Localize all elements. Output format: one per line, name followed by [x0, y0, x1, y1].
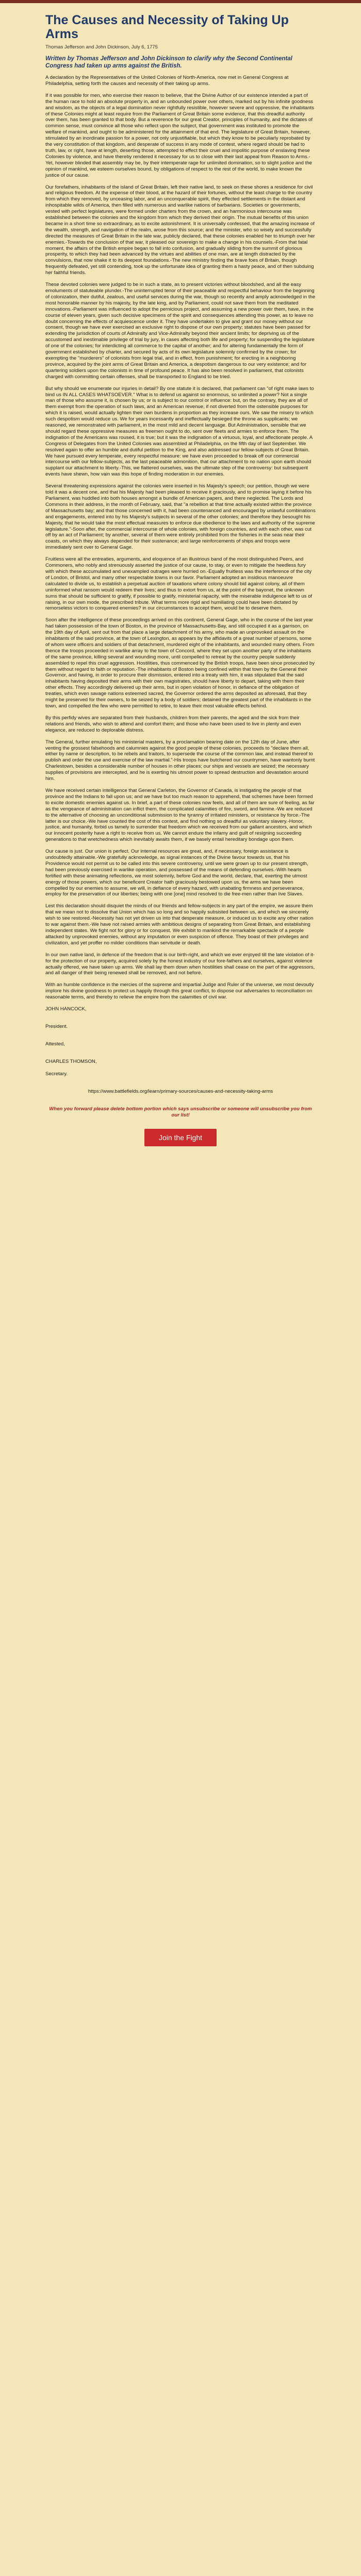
paragraph: Several threatening expressions against the colonies were inserted in his Majesty's speech; our petition, though we were told it was a decent one, and that his Majesty had been pleased to receive it graciously, and to promise laying it before his Parliament, was huddled into both houses amongst a bundle of American papers, and there neglected. The Lords and Commons in their address, in the month of February, said, that "a rebellion at that time actually existed within the province of Massachusetts bay; and that those concerned with it, had been countenanced and encouraged by unlawful combinations and engagements, entered into by his Majesty's subjects in several of the other colonies; and therefore they besought his Majesty, that he would take the most effectual measures to enforce due obedience to the laws and authority of the supreme legislature."-Soon after, the commercial intercourse of whole colonies, with foreign countries, and with each other, was cut off by an act of Parliament; by another, several of them were entirely prohibited from the fisheries in the seas near their coasts, on which they always depended for their sustenance; and large reinforcements of ships and troops were immediately sent over to General Gage. — [45, 483, 316, 551]
signature-role: President. — [45, 1024, 68, 1030]
signature-attest: Attested, — [45, 1041, 65, 1047]
paragraph: Our cause is just. Our union is perfect. Our internal resources are great, and, if necessary, foreign assistance is undoubtedly attainable.-We gratefully acknowledge, as signal instances of the Divine favour towards us, that his Providence would not permit us to be called into this severe controversy, until we were grown up to our present strength, had been previously exercised in warlike operation, and possessed of the means of defending ourselves.-With hearts fortified with these animating reflections, we most solemnly, before God and the world, declare, that, exerting the utmost energy of those powers, which our beneficent Creator hath graciously bestowed upon us, the arms we have been compelled by our enemies to assume, we will, in defiance of every hazard, with unabating firmness and perseverance, employ for the preservation of our liberties; being with one [one] mind resolved to die free-men rather than live Slaves. — [45, 849, 308, 897]
cta-wrapper — [45, 1129, 316, 1146]
secretary-role: Secretary. — [45, 1071, 68, 1077]
paragraph: We have received certain intelligence that General Carleton, the Governor of Canada, is instigating the people of that province and the Indians to fall upon us; and we have but too much reason to apprehend, that schemes have been formed to excite domestic enemies against us. In brief, a part of these colonies now feels, and all of them are sure of feeling, as far as the vengeance of administration can inflict them, the complicated calamities of fire, sword, and famine.-We are reduced to the alternative of choosing an unconditional submission to the tyranny of irritated ministers, or resistance by force.-The latter is our choice.-We have counted the cost of this contest, and find nothing so dreadful as voluntary slavery.-Honor, justice, and humanity, forbid us tamely to surrender that freedom which we received from our gallant ancestors, and which our innocent posterity have a right to receive from us. We cannot endure the infamy and guilt of resigning succeeding generations to that wretchedness which inevitably awaits them, if we basely entail hereditary bondage upon them. — [45, 787, 315, 843]
paragraph: If it was possible for men, who exercise their reason to believe, that the Divine Author of our existence intended a part of the human race to hold an absolute property in, and an unbounded power over others, marked out by his infinite goodness and wisdom, as the objects of a legal domination never rightfully resistible, however severe and oppressive, the inhabitants of these Colonies might at least require from the Parliament of Great Britain some evidence, that this dreadful authority over them, has been granted to that body. But a reverence for our great Creator, principles of humanity, and the dictates of common sense, must convince all those who reflect upon the subject, that government was instituted to promote the welfare of mankind, and ought to be administered for the attainment of that end. The legislature of Great Britain, however, stimulated by an inordinate passion for a power, not only unjustifiable, but which they know to be peculiarly reprobated by the very constitution of that kingdom, and desperate of success in any mode of contest, where regard should be had to truth, law, or right, have at length, deserting those, attempted to effect their cruel and impolitic purpose of enslaving these Colonies by violence, and have thereby rendered it necessary for us to close with their last appeal from Reason to Arms.-Yet, however blinded that assembly may be, by their intemperate rage for unlimited domination, so to slight justice and the opinion of mankind, we esteem ourselves bound, by obligations of respect to the rest of the world, to make known the justice of our cause. — [45, 92, 315, 178]
paragraph: A declaration by the Representatives of the United Colonies of North-America, now met in General Congress at Philadelphia, setting forth the causes and necessity of their taking up arms. — [45, 75, 289, 87]
paragraph: Soon after the intelligence of these proceedings arrived on this continent, General Gage, who in the course of the last year had taken possession of the town of Boston, in the province of Massachusetts-Bay, and still occupied it as a garrison, on the 19th day of April, sent out from that place a large detachment of his army, who made an unprovoked assault on the inhabitants of the said province, at the town of Lexington, as appears by the affidavits of a great number of persons, some of whom were officers and soldiers of that detachment, murdered eight of the inhabitants, and wounded many others. From thence the troops proceeded in warlike array to the town of Concord, where they set upon another party of the inhabitants of the same province, killing several and wounding more, until compelled to retreat by the country people suddenly assembled to repel this cruel aggression. Hostilities, thus commenced by the British troops, have been since prosecuted by them without regard to faith or reputation.-The inhabitants of Boston being confined within that town by the General their Governor, and having, in order to procure their dismission, entered into a treaty with him, it was stipulated that the said inhabitants having deposited their arms with their own magistrates, should have liberty to depart, taking with them their other effects. They accordingly delivered up their arms, but in open violation of honor, in defiance of the obligation of treaties, which even savage nations esteemed sacred, the Governor ordered the arms deposited as aforesaid, that they might be preserved for their owners, to be seized by a body of soldiers; detained the greatest part of the inhabitants in the town, and compelled the few who were permitted to retire, to leave their most valuable effects behind. — [45, 617, 315, 709]
article-title: The Causes and Necessity of Taking Up Arms — [45, 13, 289, 41]
paragraph: But why should we enumerate our injuries in detail? By one statute it is declared, that parliament can "of right make laws to bind us IN ALL CASES WHATSOEVER." What is to defend us against so enormous, so unlimited a power? Not a single man of those who assume it, is chosen by us; or is subject to our control or influence: but, on the contrary, they are all of them exempt from the operation of such laws, and an American revenue, if not diverted from the ostensible purposes for which it is raised, would actually lighten their own burdens in proportion as they increase ours. We saw the misery to which such despotism would reduce us. We for years incessantly and ineffectually besieged the throne as supplicants; we reasoned, we remonstrated with parliament, in the most mild and decent language. But Administration, sensible that we should regard these oppressive measures as freemen ought to do, sent over fleets and armies to enforce them. The indignation of the Americans was roused, it is true; but it was the indignation of a virtuous, loyal, and affectionate people. A Congress of Delegates from the United Colonies was assembled at Philadelphia, on the fifth day of last September. We resolved again to offer an humble and dutiful petition to the King, and also addressed our fellow-subjects of Great Britain. We have pursued every temperate, every respectful measure: we have even proceeded to break off our commercial intercourse with our fellow-subjects, as the last peaceable admonition, that our attachment to no nation upon earth should supplant our attachment to liberty.-This, we flattered ourselves, was the ultimate step of the controversy: but subsequent events have shewn, how vain was this hope of finding moderation in our enemies. — [45, 385, 314, 478]
article-byline: Thomas Jefferson and John Dickinson, July 6, 1775 — [45, 44, 158, 50]
forwarding-notice: When you forward please delete bottom portion which says unsubscribe or someone will unsubscribe you from our list! — [49, 1106, 312, 1118]
paragraph: The General, further emulating his ministerial masters, by a proclamation bearing date on the 12th day of June, after venting the grossest falsehoods and calumnies against the good people of these colonies, proceeds to "declare them all, either by name or description, to be rebels and traitors, to supersede the course of the common law, and instead thereof to publish and order the use and exercise of the law martial."-His troops have butchered our countrymen, have wantonly burnt Charlestown, besides a considerable number of houses in other places; our ships and vessels are seized; the necessary supplies of provisions are intercepted, and he is exerting his utmost power to spread destruction and devastation around him. — [45, 739, 315, 782]
paragraph: Our forefathers, inhabitants of the island of Great Britain, left their native land, to seek on these shores a residence for civil and religious freedom. At the expense of their blood, at the hazard of their fortunes, without the least charge to the country from which they removed, by unceasing labor, and an unconquerable spirit, they effected settlements in the distant and inhospitable wilds of America, then filled with numerous and warlike nations of barbarians. Societies or governments, vested with perfect legislatures, were formed under charters from the crown, and an harmonious intercourse was established between the colonies and the kingdom from which they derived their origin. The mutual benefits of this union became in a short time so extraordinary, as to excite astonishment. It is universally confessed, that the amazing increase of the wealth, strength, and navigation of the realm, arose from this source; and the minister, who so wisely and successfully directed the measures of Great Britain in the late war, publicly declared, that these colonies enabled her to triumph over her enemies.-Towards the conclusion of that war, it pleased our sovereign to make a change in his counsels.-From that fatal moment, the affairs of the British empire began to fall into confusion, and gradually sliding from the summit of glorious prosperity, to which they had been advanced by the virtues and abilities of one man, are at length distracted by the convulsions, that now shake it to its deepest foundations.-The new ministry finding the brave foes of Britain, though frequently defeated, yet still contending, took up the unfortunate idea of granting them a hasty peace, and of then subduing her faithful friends. — [45, 184, 315, 276]
paragraph: These devoted colonies were judged to be in such a state, as to present victories without bloodshed, and all the easy emoluments of statuteable plunder.-The uninterrupted tenor of their peaceable and respectful behaviour from the beginning of colonization, their dutiful, zealous, and useful services during the war, though so recently and amply acknowledged in the most honorable manner by his majesty, by the late king, and by Parliament, could not save them from the meditated innovations.-Parliament was influenced to adopt the pernicious project, and assuming a new power over them, have, in the course of eleven years, given such decisive specimens of the spirit and consequences attending this power, as to leave no doubt concerning the effects of acquiescence under it. They have undertaken to give and grant our money without our consent, though we have ever exercised an exclusive right to dispose of our own property; statutes have been passed for extending the jurisdiction of courts of Admiralty and Vice-Admiralty beyond their ancient limits; for depriving us of the accustomed and inestimable privilege of trial by jury, in cases affecting both life and property; for suspending the legislature of one of the colonies; for interdicting all commerce to the capital of another; and for altering fundamentally the form of government established by charter, and secured by acts of its own legislature solemnly confirmed by the crown; for exempting the "murderers" of colonists from legal trial, and in effect, from punishment; for erecting in a neighboring province, acquired by the joint arms of Great Britain and America, a despotism dangerous to our very existence; and for quartering soldiers upon the colonists in time of profound peace. It has also been resolved in parliament, that colonists charged with committing certain offenses, shall be transported to England to be tried. — [45, 282, 316, 380]
source-link[interactable]: https://www.battlefields.org/learn/primary-sources/causes-and-necessity-taking-arms — [88, 1089, 273, 1095]
paragraph: Lest this declaration should disquiet the minds of our friends and fellow-subjects in any part of the empire, we assure them that we mean not to dissolve that Union which has so long and so happily subsisted between us, and which we sincerely wish to see restored.-Necessity has not yet driven us into that desperate measure, or induced us to excite any other nation to war against them.-We have not raised armies with ambitious designs of separating from Great Britain, and establishing independent states. We fight not for glory or for conquest. We exhibit to mankind the remarkable spectacle of a people attacked by unprovoked enemies, without any imputation or even suspicion of offence. They boast of their privileges and civilization, and yet proffer no milder conditions than servitude or death. — [45, 903, 314, 946]
paragraph: With an humble confidence in the mercies of the supreme and impartial Judge and Ruler of the universe, we most devoutly implore his divine goodness to protect us happily through this great conflict, to dispose our adversaries to reconciliation on reasonable terms, and thereby to relieve the empire from the calamities of civil war. — [45, 982, 314, 1001]
secretary-name: CHARLES THOMSON, — [45, 1059, 97, 1065]
signature-name: JOHN HANCOCK, — [45, 1006, 87, 1012]
paragraph: In our own native land, in defence of the freedom that is our birth-right, and which we ever enjoyed till the late violation of it-for the protection of our property, acquired solely by the honest industry of our fore-fathers and ourselves, against violence actually offered, we have taken up arms. We shall lay them down when hostilities shall cease on the part of the aggressors, and all danger of their being renewed shall be removed, and not before. — [45, 952, 315, 976]
paragraph: Fruitless were all the entreaties, arguments, and eloquence of an illustrious band of the most distinguished Peers, and Commoners, who nobly and strenuously asserted the justice of our cause, to stay, or even to mitigate the heedless fury with which these accumulated and unexampled outrages were hurried on.-Equally fruitless was the interference of the city of London, of Bristol, and many other respectable towns in our favor. Parliament adopted an insidious manoeuvre calculated to divide us, to establish a perpetual auction of taxations where colony should bid against colony, all of them uninformed what ransom would redeem their lives; and thus to extort from us, at the point of the bayonet, the unknown sums that should be sufficient to gratify, if possible to gratify, ministerial rapacity, with the miserable indulgence left to us of raising, in our own mode, the prescribed tribute. What terms more rigid and humiliating could have been dictated by remorseless victors to conquered enemies? in our circumstances to accept them, would be to deserve them. — [45, 556, 313, 612]
join-the-fight-button[interactable]: Join the Fight — [144, 1129, 217, 1146]
paragraph: By this perfidy wives are separated from their husbands, children from their parents, the aged and the sick from their relations and friends, who wish to attend and comfort them; and those who have been used to live in plenty and even elegance, are reduced to deplorable distress. — [45, 715, 301, 733]
article — [0, 3, 361, 1146]
article-subtitle: Written by Thomas Jefferson and John Dickinson to clarify why the Second Continental Congress had taken up arms against the British. — [45, 56, 292, 69]
